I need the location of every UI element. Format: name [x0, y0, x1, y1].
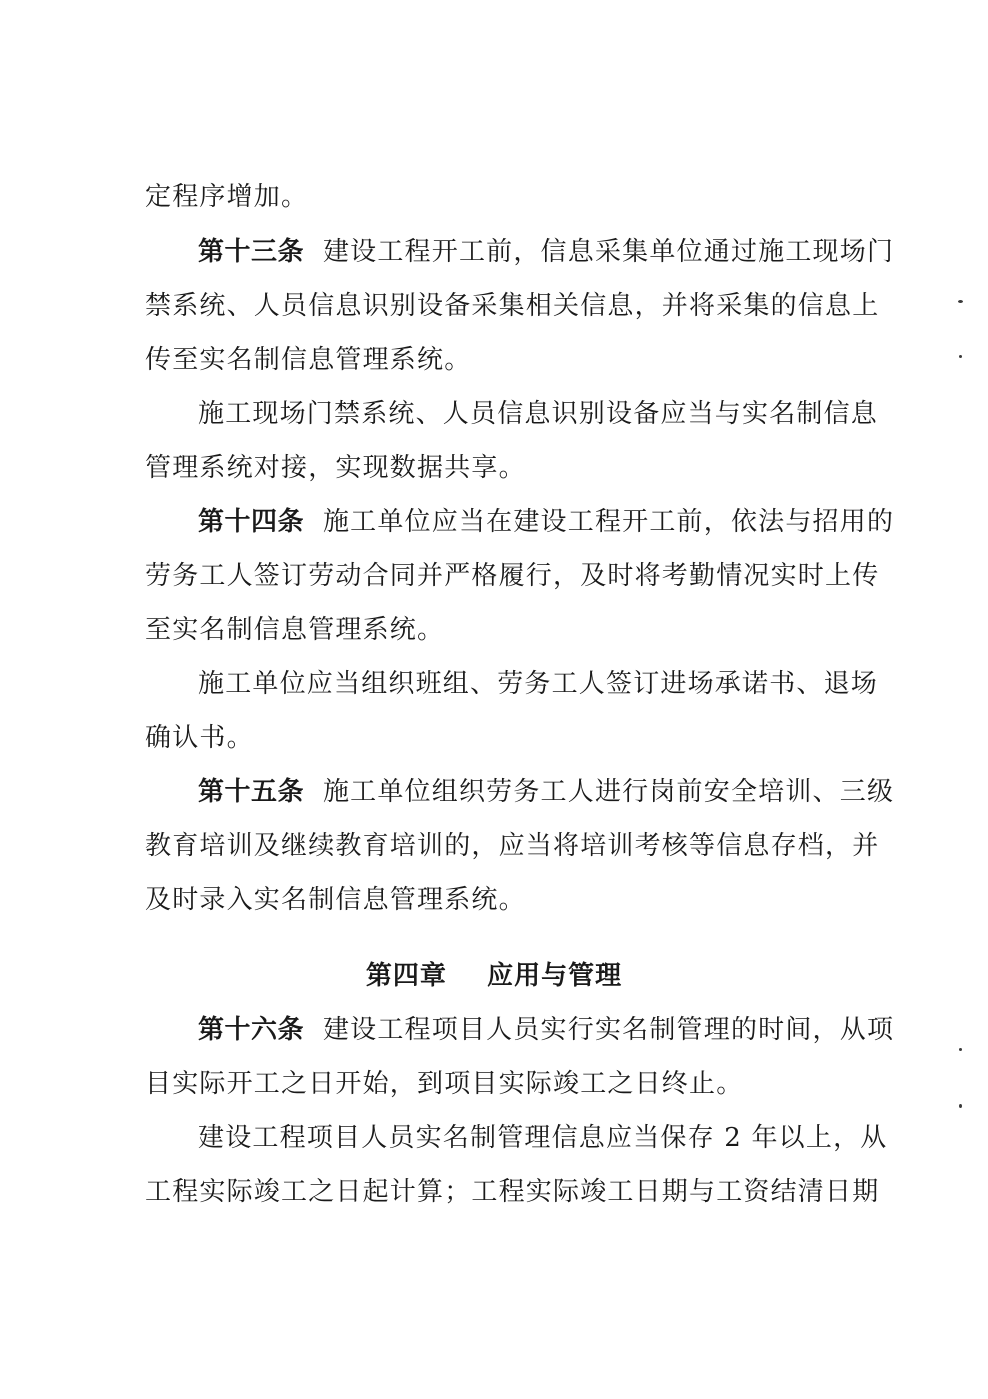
article-14-first-line [198, 502, 895, 542]
text-line: 工程实际竣工之日起计算；工程实际竣工日期与工资结清日期 [145, 1177, 880, 1207]
article-16-label: 第十六条 [198, 1015, 305, 1045]
text-line: 劳务工人签订劳动合同并严格履行，及时将考勤情况实时上传 [145, 561, 880, 591]
scan-speck [959, 1048, 962, 1051]
text-line: 定程序增加。 [145, 182, 309, 212]
text-span: 施工单位应当在建设工程开工前，依法与招用的 [322, 507, 895, 537]
text-span: 建设工程开工前，信息采集单位通过施工现场门 [322, 237, 895, 267]
text-line: 传至实名制信息管理系统。 [145, 345, 472, 375]
scan-speck [959, 1104, 962, 1108]
article-14-label: 第十四条 [198, 507, 305, 537]
scan-speck [958, 300, 963, 303]
text-line: 目实际开工之日开始，到项目实际竣工之日终止。 [145, 1069, 744, 1099]
text-line: 施工单位应当组织班组、劳务工人签订进场承诺书、退场 [198, 669, 879, 699]
text-line: 教育培训及继续教育培训的，应当将培训考核等信息存档，并 [145, 831, 880, 861]
text-line: 确认书。 [145, 723, 254, 753]
text-span: 建设工程项目人员实行实名制管理的时间，从项 [322, 1015, 895, 1045]
text-line: 及时录入实名制信息管理系统。 [145, 885, 526, 915]
chapter-heading: 第四章 应用与管理 [365, 961, 623, 991]
text-line: 至实名制信息管理系统。 [145, 615, 445, 645]
article-13-first-line [198, 232, 895, 272]
scan-speck [959, 355, 962, 358]
text-line: 管理系统对接，实现数据共享。 [145, 453, 526, 483]
article-15-first-line [198, 772, 895, 812]
article-16-first-line [198, 1010, 895, 1050]
article-13-label: 第十三条 [198, 237, 305, 267]
article-15-label: 第十五条 [198, 777, 305, 807]
text-line: 建设工程项目人员实名制管理信息应当保存 2 年以上，从 [198, 1123, 888, 1153]
text-line: 施工现场门禁系统、人员信息识别设备应当与实名制信息 [198, 399, 879, 429]
text-span: 施工单位组织劳务工人进行岗前安全培训、三级 [322, 777, 895, 807]
text-line: 禁系统、人员信息识别设备采集相关信息，并将采集的信息上 [145, 291, 880, 321]
